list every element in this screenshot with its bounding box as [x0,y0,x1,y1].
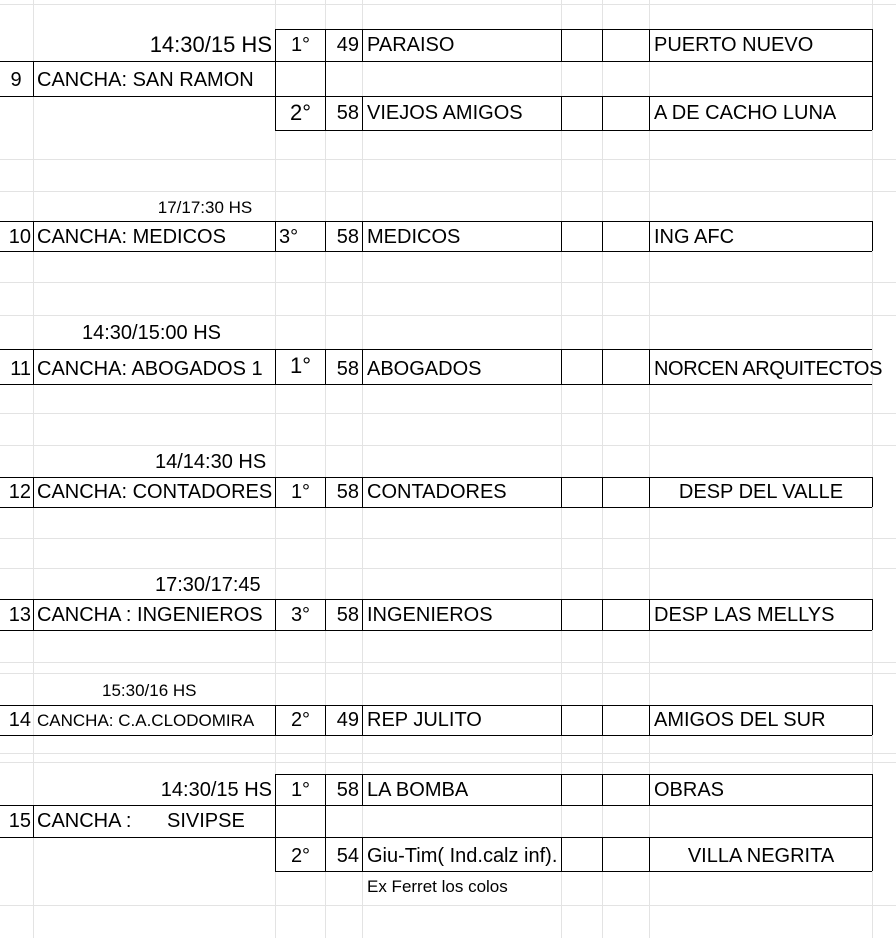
home-team: ABOGADOS [367,358,482,380]
away-team: A DE CACHO LUNA [654,102,837,124]
venue: CANCHA: C.A.CLODOMIRA [37,711,255,730]
match-time: 17:30/17:45 [155,574,261,596]
venue-name: SIVIPSE [167,810,245,832]
match-time: 14:30/15 HS [149,32,272,57]
match-time: 14:30/15:00 HS [82,322,221,344]
division: 1° [290,779,311,801]
home-team: CONTADORES [367,481,507,503]
venue: CANCHA: MEDICOS [37,226,226,248]
home-team: INGENIEROS [367,604,493,626]
venue-prefix: CANCHA : [37,810,132,832]
category: 58 [336,604,359,626]
match-number: 9 [10,69,22,91]
division: 2° [289,100,312,125]
division: 3° [279,226,299,248]
category: 58 [336,779,359,801]
category: 58 [336,102,359,124]
away-team: VILLA NEGRITA [687,845,835,867]
home-team: LA BOMBA [367,779,469,801]
match-number: 11 [10,358,31,380]
match-time: 15:30/16 HS [102,681,197,700]
away-team: ING AFC [654,226,735,248]
venue: CANCHA: SAN RAMON [37,69,254,91]
match-number: 12 [8,481,31,503]
home-team: PARAISO [367,34,455,56]
home-team: VIEJOS AMIGOS [367,102,523,124]
match-number: 14 [8,709,31,731]
venue: CANCHA : INGENIEROS [37,604,263,626]
match-number: 10 [8,226,31,248]
match-number: 15 [8,810,31,832]
away-team: PUERTO NUEVO [654,34,814,56]
match-time: 17/17:30 HS [157,198,253,217]
division: 3° [290,604,311,626]
home-team: MEDICOS [367,226,461,248]
home-team: REP JULITO [367,709,482,731]
match-time: 14:30/15 HS [160,779,272,801]
category: 49 [336,709,359,731]
category: 54 [336,845,359,867]
venue: CANCHA: CONTADORES [37,481,273,503]
category: 58 [336,481,359,503]
away-team: NORCEN ARQUITECTOS [654,358,883,380]
division: 1° [289,353,312,378]
division: 1° [290,481,311,503]
division: 2° [290,709,311,731]
away-team: DESP DEL VALLE [678,481,844,503]
category: 49 [336,34,359,56]
away-team: DESP LAS MELLYS [654,604,835,626]
match-time: 14/14:30 HS [155,451,267,473]
away-team: OBRAS [654,779,725,801]
note: Ex Ferret los colos [367,877,508,896]
match-number: 13 [8,604,31,626]
division: 2° [290,845,311,867]
venue: CANCHA: ABOGADOS 1 [37,358,263,380]
home-team: Giu-Tim( Ind.calz inf). [367,845,558,867]
category: 58 [336,358,359,380]
away-team: AMIGOS DEL SUR [654,709,826,731]
division: 1° [290,34,311,56]
category: 58 [336,226,359,248]
